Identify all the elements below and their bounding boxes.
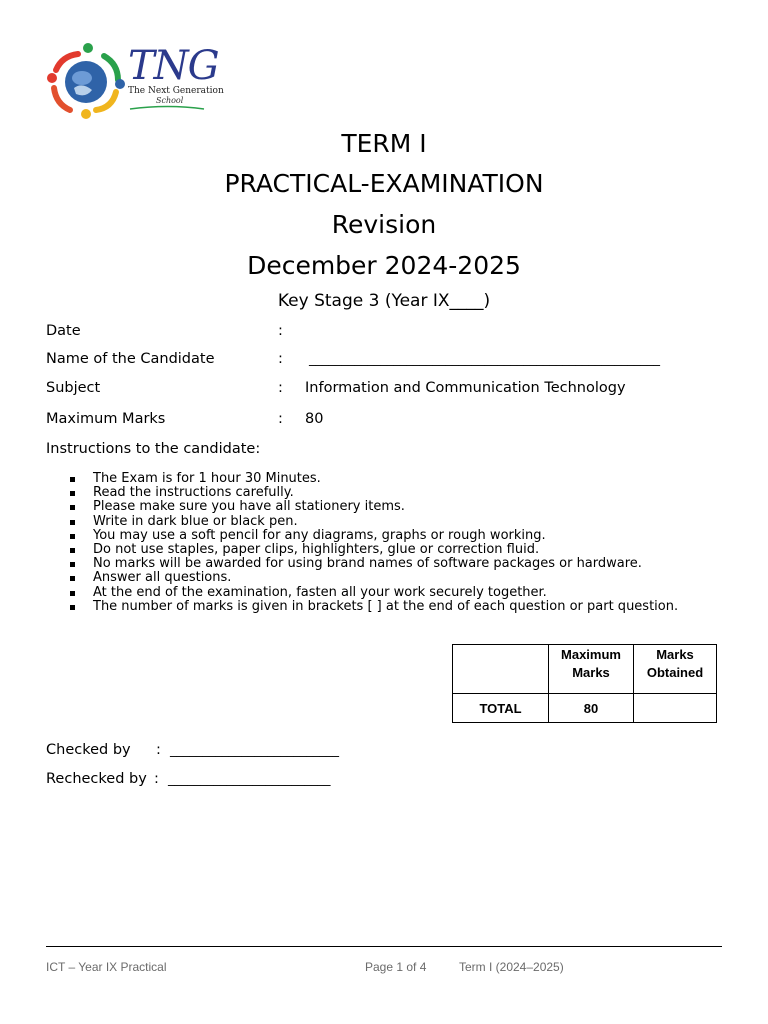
term-title: TERM I: [341, 129, 427, 158]
school-logo: [46, 42, 224, 120]
list-item: Answer all questions.: [70, 571, 678, 585]
rechecked-by-row: [46, 771, 331, 787]
table-total-max: 80: [549, 694, 634, 723]
field-label: Date: [46, 323, 81, 339]
field-value: ______________________________________________________: [309, 352, 660, 367]
rechecked-by-label: Rechecked by: [46, 771, 147, 787]
table-total-obtained: [634, 694, 717, 723]
list-item: Write in dark blue or black pen.: [70, 515, 678, 529]
list-item: The number of marks is given in brackets [ ] at the end of each question or part question.: [70, 600, 678, 614]
table-row: [453, 645, 717, 694]
table-header-max-text: Maximum Marks: [561, 647, 621, 680]
field-date: [46, 323, 305, 339]
table-cell-blank: [453, 645, 549, 694]
marks-table: [452, 644, 717, 723]
field-colon: :: [278, 411, 283, 427]
table-header-max: [549, 645, 634, 694]
field-label: Name of the Candidate: [46, 351, 215, 367]
footer-left: ICT – Year IX Practical: [46, 960, 167, 974]
list-item: You may use a soft pencil for any diagrams, graphs or rough working.: [70, 529, 678, 543]
logo-brand: TNG: [128, 43, 219, 89]
instructions-list: [70, 472, 678, 614]
exam-title: PRACTICAL-EXAMINATION: [224, 169, 544, 198]
globe-logo-icon: [46, 42, 126, 120]
checked-by-label: Checked by: [46, 742, 131, 758]
list-item: At the end of the examination, fasten all your work securely together.: [70, 586, 678, 600]
field-colon: :: [278, 380, 283, 396]
table-header-obtained: [634, 645, 717, 694]
table-header-obtained-text: Marks Obtained: [646, 647, 704, 680]
table-total-label: TOTAL: [453, 694, 549, 723]
field-candidate-name: [46, 351, 660, 367]
list-item: Do not use staples, paper clips, highlighters, glue or correction fluid.: [70, 543, 678, 557]
list-item: Read the instructions carefully.: [70, 486, 678, 500]
exam-session: December 2024-2025: [247, 251, 521, 280]
field-value: Information and Communication Technology: [305, 380, 626, 396]
field-max-marks: [46, 411, 323, 427]
list-item: The Exam is for 1 hour 30 Minutes.: [70, 472, 678, 486]
field-value: 80: [305, 411, 324, 427]
field-colon: :: [278, 323, 283, 339]
checked-by-line: __________________________: [170, 743, 339, 758]
rechecked-by-line: _________________________: [168, 772, 331, 787]
key-stage: Key Stage 3 (Year IX____): [277, 291, 491, 311]
list-item: Please make sure you have all stationery items.: [70, 500, 678, 514]
field-subject: [46, 380, 626, 396]
field-label: Subject: [46, 380, 101, 396]
checked-by-colon: :: [156, 742, 161, 758]
exam-type: Revision: [331, 210, 437, 239]
field-colon: :: [278, 351, 283, 367]
field-label: Maximum Marks: [46, 411, 166, 427]
checked-by-row: [46, 742, 339, 758]
rechecked-by-colon: :: [154, 771, 159, 787]
logo-tagline: The Next Generation: [128, 86, 224, 96]
instructions-title: Instructions to the candidate:: [46, 441, 261, 457]
table-row: [453, 694, 717, 723]
footer-divider: [46, 946, 722, 947]
footer-page: Page 1 of 4: [365, 960, 427, 974]
footer-term: Term I (2024–2025): [459, 960, 564, 974]
logo-school: School: [156, 96, 184, 105]
logo-swoosh-icon: [128, 105, 206, 111]
list-item: No marks will be awarded for using brand names of software packages or hardware.: [70, 557, 678, 571]
